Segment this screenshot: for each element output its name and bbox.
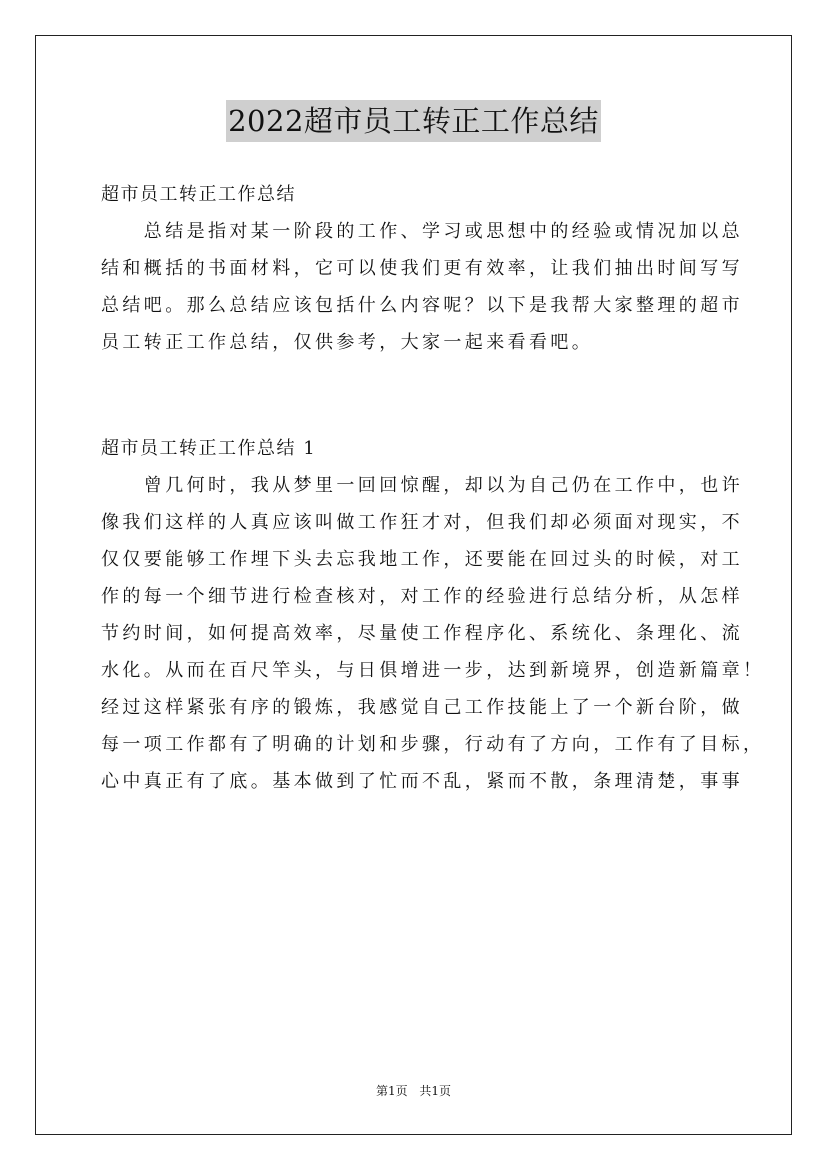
section-line: 像我们这样的人真应该叫做工作狂才对，但我们却必须面对现实，不: [101, 512, 743, 533]
section-line: 作的每一个细节进行检查核对，对工作的经验进行总结分析，从怎样: [101, 586, 743, 607]
page-number: 第1页: [375, 1084, 408, 1098]
section-line: 曾几何时，我从梦里一回回惊醒，却以为自己仍在工作中，也许: [101, 475, 743, 496]
title-container: [0, 100, 827, 142]
intro-line: 总结吧。那么总结应该包括什么内容呢？以下是我帮大家整理的超市: [101, 295, 743, 316]
section-line: 经过这样紧张有序的锻炼，我感觉自己工作技能上了一个新台阶，做: [101, 697, 743, 718]
document-title: 2022超市员工转正工作总结: [226, 100, 601, 142]
intro-line: 总结是指对某一阶段的工作、学习或思想中的经验或情况加以总: [101, 221, 743, 242]
paragraph-gap: [101, 361, 741, 430]
section-line: 心中真正有了底。基本做到了忙而不乱，紧而不散，条理清楚，事事: [101, 771, 743, 792]
document-body: [101, 176, 765, 800]
section-heading: 超市员工转正工作总结 1: [101, 438, 317, 459]
subtitle: 超市员工转正工作总结: [101, 184, 296, 205]
section-paragraph: [101, 467, 765, 800]
page-footer: [0, 1083, 827, 1099]
section-line: 水化。从而在百尺竿头，与日俱增进一步，达到新境界，创造新篇章！: [101, 660, 765, 681]
intro-paragraph: [101, 213, 741, 361]
page-total: 共1页: [419, 1084, 452, 1098]
intro-line: 员工转正工作总结，仅供参考，大家一起来看看吧。: [101, 332, 594, 353]
intro-line: 结和概括的书面材料，它可以使我们更有效率，让我们抽出时间写写: [101, 258, 743, 279]
section-line: 每一项工作都有了明确的计划和步骤，行动有了方向，工作有了目标，: [101, 734, 765, 755]
section-line: 仅仅要能够工作埋下头去忘我地工作，还要能在回过头的时候，对工: [101, 549, 743, 570]
section-line: 节约时间，如何提高效率，尽量使工作程序化、系统化、条理化、流: [101, 623, 743, 644]
